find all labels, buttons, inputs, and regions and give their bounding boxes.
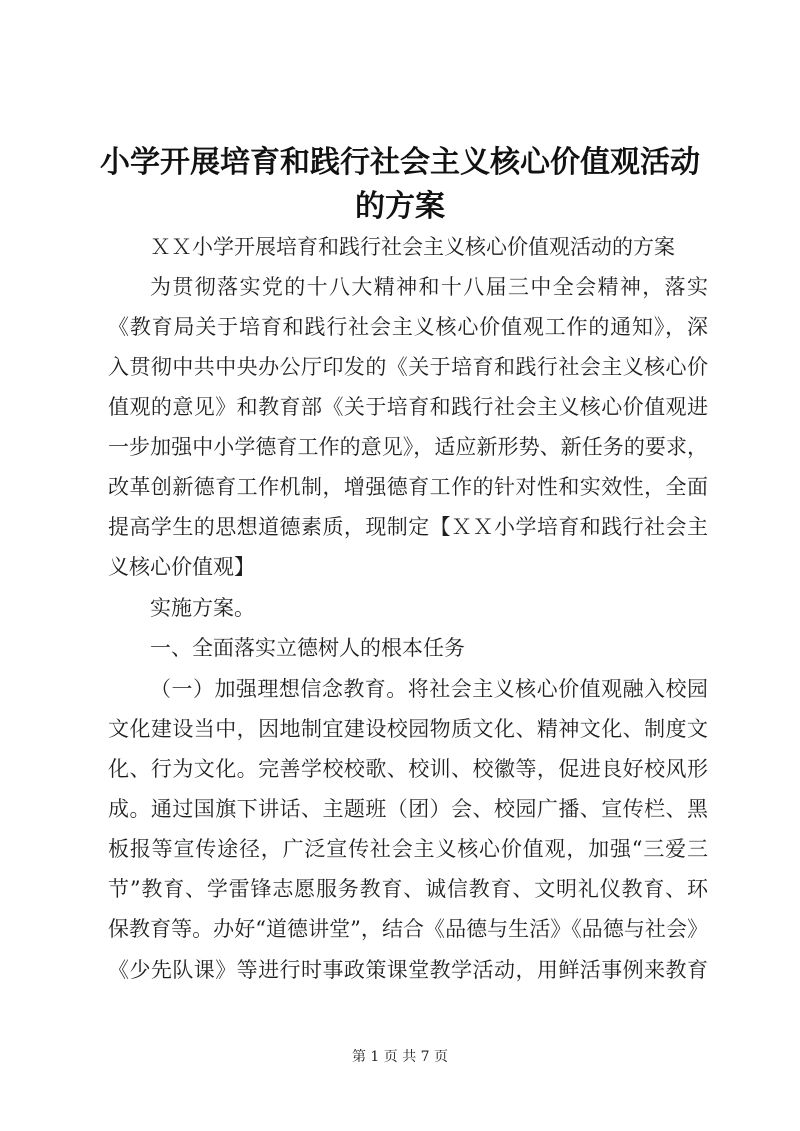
body-line: 《少先队课》等进行时事政策课堂教学活动，用鲜活事例来教育: [108, 958, 708, 982]
body-line: 化、行为文化。完善学校校歌、校训、校徽等，促进良好校风形: [108, 757, 708, 781]
section-heading: 一、全面落实立德树人的根本任务: [150, 636, 465, 660]
document-title-line-1: 小学开展培育和践行社会主义核心价值观活动: [100, 145, 700, 180]
body-line: ＸＸ小学开展培育和践行社会主义核心价值观活动的方案: [150, 235, 675, 259]
body-line: 义核心价值观】: [108, 555, 255, 579]
body-line: 板报等宣传途径，广泛宣传社会主义核心价值观，加强“三爱三: [108, 837, 708, 861]
body-line: 成。通过国旗下讲话、主题班（团）会、校园广播、宣传栏、黑: [108, 797, 708, 821]
body-line: 文化建设当中，因地制宜建设校园物质文化、精神文化、制度文: [108, 717, 708, 741]
body-line: （一）加强理想信念教育。将社会主义核心价值观融入校园: [150, 677, 708, 701]
body-line: 改革创新德育工作机制，增强德育工作的针对性和实效性，全面: [108, 475, 708, 499]
body-line: 一步加强中小学德育工作的意见》，适应新形势、新任务的要求，: [108, 435, 708, 459]
body-line: 入贯彻中共中央办公厅印发的《关于培育和践行社会主义核心价: [108, 355, 708, 379]
body-line: 提高学生的思想道德素质，现制定【ＸＸ小学培育和践行社会主: [108, 515, 708, 539]
body-line: 保教育等。办好“道德讲堂”，结合《品德与生活》《品德与社会》: [108, 917, 708, 941]
body-line: 为贯彻落实党的十八大精神和十八届三中全会精神，落实: [150, 275, 708, 299]
page-number-footer: 第 1 页 共 7 页: [351, 1049, 449, 1065]
document-title-line-2: 的方案: [355, 189, 445, 224]
body-line: 实施方案。: [150, 596, 255, 620]
body-line: 值观的意见》和教育部《关于培育和践行社会主义核心价值观进: [108, 395, 708, 419]
body-line: 《教育局关于培育和践行社会主义核心价值观工作的通知》，深: [108, 315, 708, 339]
body-line: 节”教育、学雷锋志愿服务教育、诚信教育、文明礼仪教育、环: [108, 877, 708, 901]
